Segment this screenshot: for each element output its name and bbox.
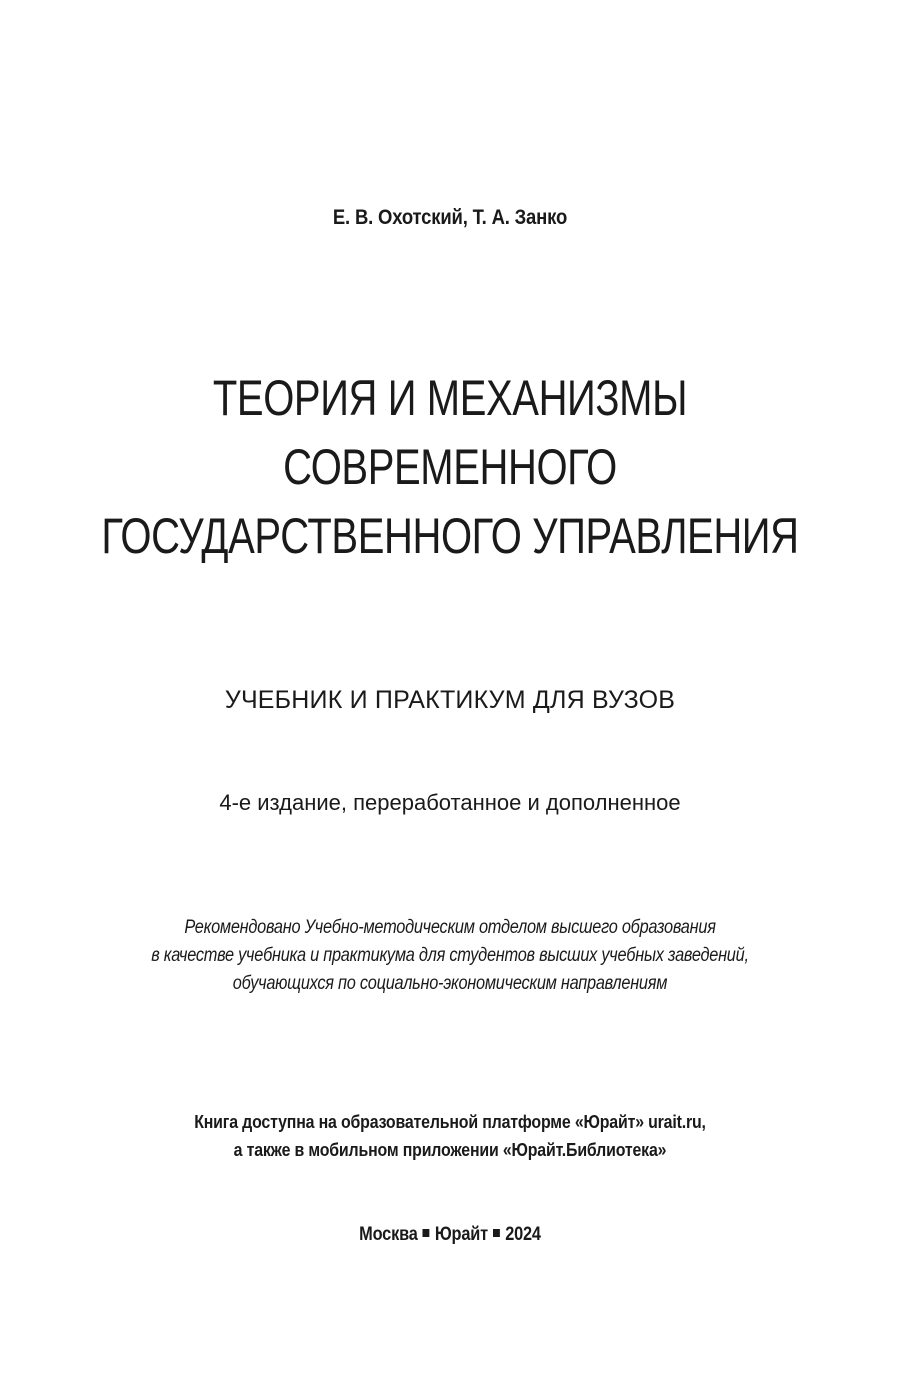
availability-line: Книга доступна на образовательной платформе «Юрайт» urait.ru, [194,1111,706,1132]
recommendation-line: Рекомендовано Учебно-методическим отделом высшего образования [184,917,716,938]
book-title-line: СОВРЕМЕННОГО [283,439,617,495]
imprint-city: Москва [359,1224,418,1245]
book-genre: УЧЕБНИК И ПРАКТИКУМ ДЛЯ ВУЗОВ [224,686,676,714]
recommendation-line: обучающихся по социально-экономическим направлениям [232,973,668,994]
imprint [63,1224,837,1246]
black-square-icon [493,1229,500,1237]
black-square-icon [423,1229,430,1237]
book-title-line: ТЕОРИЯ И МЕХАНИЗМЫ [212,370,688,426]
book-title-line: ГОСУДАРСТВЕННОГО УПРАВЛЕНИЯ [101,508,799,564]
availability-note [63,1108,837,1164]
edition-info: 4-е издание, переработанное и дополненное [219,790,681,815]
recommendation-note [63,914,837,998]
authors: Е. В. Охотский, Т. А. Занко [332,206,568,229]
availability-line: а также в мобильном приложении «Юрайт.Библиотека» [233,1139,667,1160]
recommendation-line: в качестве учебника и практикума для студентов высших учебных заведений, [151,945,749,966]
imprint-publisher: Юрайт [434,1224,488,1245]
book-title [90,364,810,571]
imprint-year: 2024 [505,1224,541,1245]
